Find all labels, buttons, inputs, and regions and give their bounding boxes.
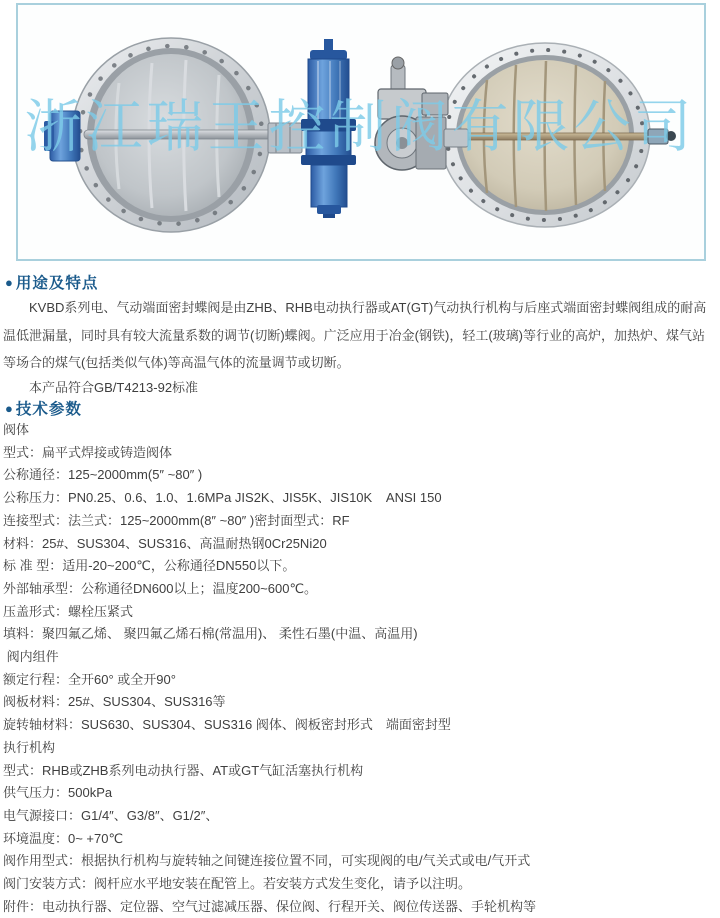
standard-note: 本产品符合GB/T4213-92标准: [29, 380, 199, 395]
spec-line: 材料：25#、SUS304、SUS316、高温耐热钢0Cr25Ni20: [3, 535, 327, 551]
spec-line: 电气源接口：G1/4″、G3/8″、G1/2″、: [3, 807, 219, 823]
spec-line: 阀体: [3, 422, 30, 437]
pneumatic-actuator: [268, 39, 356, 218]
specs-title-text: 技术参数: [15, 401, 82, 418]
product-photo-frame: [16, 3, 706, 261]
spec-line: 公称通径：125~2000mm(5″ ~80″ ): [3, 467, 203, 483]
bearing-housing-left: [50, 111, 80, 161]
spec-line: 额定行程：全开60° 或全开90°: [3, 671, 176, 687]
section-title-features: [5, 271, 98, 293]
spec-list: [3, 419, 718, 918]
spec-line: 填料：聚四氟乙烯、 聚四氟乙烯石棉(常温用)、 柔性石墨(中温、高温用): [3, 626, 418, 642]
section-title-specs: [5, 397, 82, 419]
spec-line: 标 准 型：适用-20~200℃，公称通径DN550以下。: [3, 558, 296, 574]
spec-line: 执行机构: [3, 739, 56, 755]
spec-line: 环境温度：0~ +70℃: [3, 830, 124, 846]
product-photo: [18, 5, 704, 259]
bullet-icon: ●: [5, 401, 14, 416]
spec-line: 连接型式：法兰式：125~2000mm(8″ ~80″ )密封面型式：RF: [3, 512, 350, 528]
bullet-icon: ●: [5, 275, 14, 290]
spec-line: 型式：扁平式焊接或铸造阀体: [3, 444, 173, 460]
spec-line: 供气压力：500kPa: [3, 785, 113, 801]
spec-line: 压盖形式：螺栓压紧式: [3, 603, 134, 619]
spec-line: 阀内组件: [3, 649, 59, 665]
company-watermark: 浙江瑞王控制阀有限公司: [24, 94, 696, 160]
spec-line: 阀门安装方式：阀杆应水平地安装在配管上。若安装方式发生变化，请予以注明。: [3, 876, 472, 892]
spec-line: 外部轴承型：公称通径DN600以上；温度200~600℃。: [3, 580, 318, 596]
spec-line: 公称压力：PN0.25、0.6、1.0、1.6MPa JIS2K、JIS5K、JIS10K ANSI 150: [3, 490, 442, 506]
valve-shaft-left: [84, 130, 272, 139]
features-paragraph: KVBD系列电、气动端面密封蝶阀是由ZHB、RHB电动执行器或AT(GT)气动执行机构与后座式端面密封蝶阀组成的耐高温低泄漏量，同时具有较大流量系数的调节(切断)蝶阀。广泛应用于冶金(钢铁)，轻工(玻璃)等行业的高炉，加热炉、煤气站等场合的煤气(包括类似气体)等高温气体的流量调节或切断。: [3, 300, 707, 370]
spec-line: 旋转轴材料：SUS630、SUS304、SUS316 阀体、阀板密封形式 端面密封型: [3, 717, 451, 733]
spec-line: 附件：电动执行器、定位器、空气过滤减压器、保位阀、行程开关、阀位传送器、手轮机构等: [3, 898, 537, 914]
features-title-text: 用途及特点: [15, 275, 99, 292]
spec-line: 阀作用型式：根据执行机构与旋转轴之间键连接位置不同，可实现阀的电/气关式或电/气开式: [3, 853, 531, 869]
spec-line: 阀板材料：25#、SUS304、SUS316等: [3, 694, 226, 710]
spec-line: 型式：RHB或ZHB系列电动执行器、AT或GT气缸活塞执行机构: [3, 762, 364, 778]
left-valve: [44, 38, 272, 232]
